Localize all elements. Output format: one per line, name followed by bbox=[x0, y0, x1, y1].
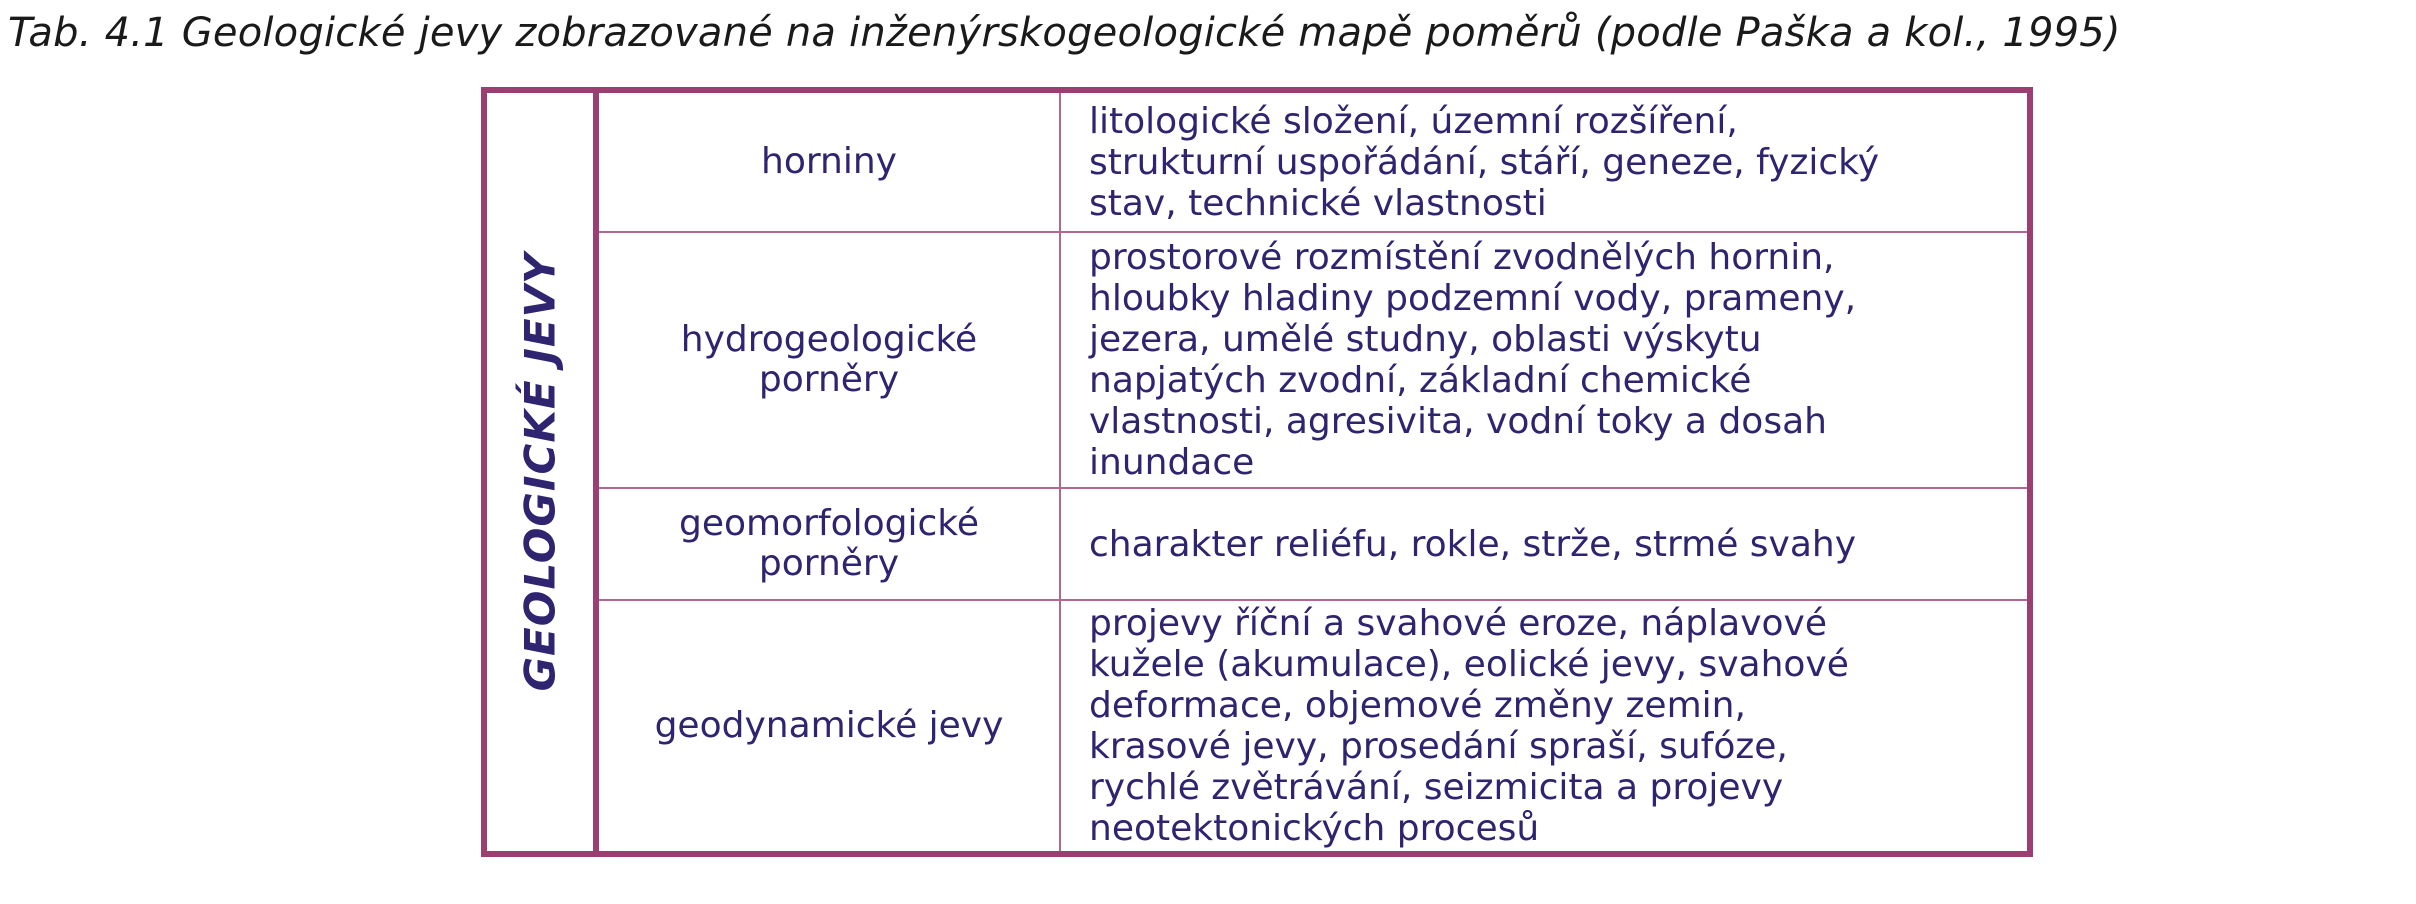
geological-phenomena-table bbox=[481, 87, 2033, 857]
row-description: projevy říční a svahové eroze, náplavové kužele (akumulace), eolické jevy, svahové deformace, objemové změny zemin, krasové jevy, prosedání spraší, sufóze, rychlé zvětrávání, seizmicita a projevy neotektonických procesů bbox=[1089, 603, 1849, 849]
row-description: prostorové rozmístění zvodnělých hornin, hloubky hladiny podzemní vody, prameny, jezera, umělé studny, oblasti výskytu napjatých zvodní, základní chemické vlastnosti, agresivita, vodní toky a dosah inundace bbox=[1089, 237, 1857, 483]
table-row bbox=[599, 93, 2027, 233]
table-row bbox=[599, 489, 2027, 601]
table-row bbox=[599, 233, 2027, 489]
row-name-horniny: horniny bbox=[599, 93, 1061, 231]
table-caption: Tab. 4.1 Geologické jevy zobrazované na inženýrskogeologické mapě poměrů (podle Paška a kol., 1995) bbox=[8, 10, 2121, 56]
side-header-cell bbox=[487, 93, 599, 851]
side-header-label: GEOLOGICKÉ JEVY bbox=[515, 252, 565, 692]
row-name-geomorfologicke: geomorfologické porněry bbox=[599, 489, 1061, 599]
row-description: litologické složení, územní rozšíření, strukturní uspořádání, stáří, geneze, fyzický stav, technické vlastnosti bbox=[1089, 100, 1880, 224]
row-description: charakter reliéfu, rokle, strže, strmé svahy bbox=[1089, 523, 1857, 565]
table-body bbox=[599, 93, 2027, 851]
row-name-geodynamicke: geodynamické jevy bbox=[599, 601, 1061, 851]
row-name-hydrogeologicke: hydrogeologické porněry bbox=[599, 233, 1061, 487]
table-row bbox=[599, 601, 2027, 851]
